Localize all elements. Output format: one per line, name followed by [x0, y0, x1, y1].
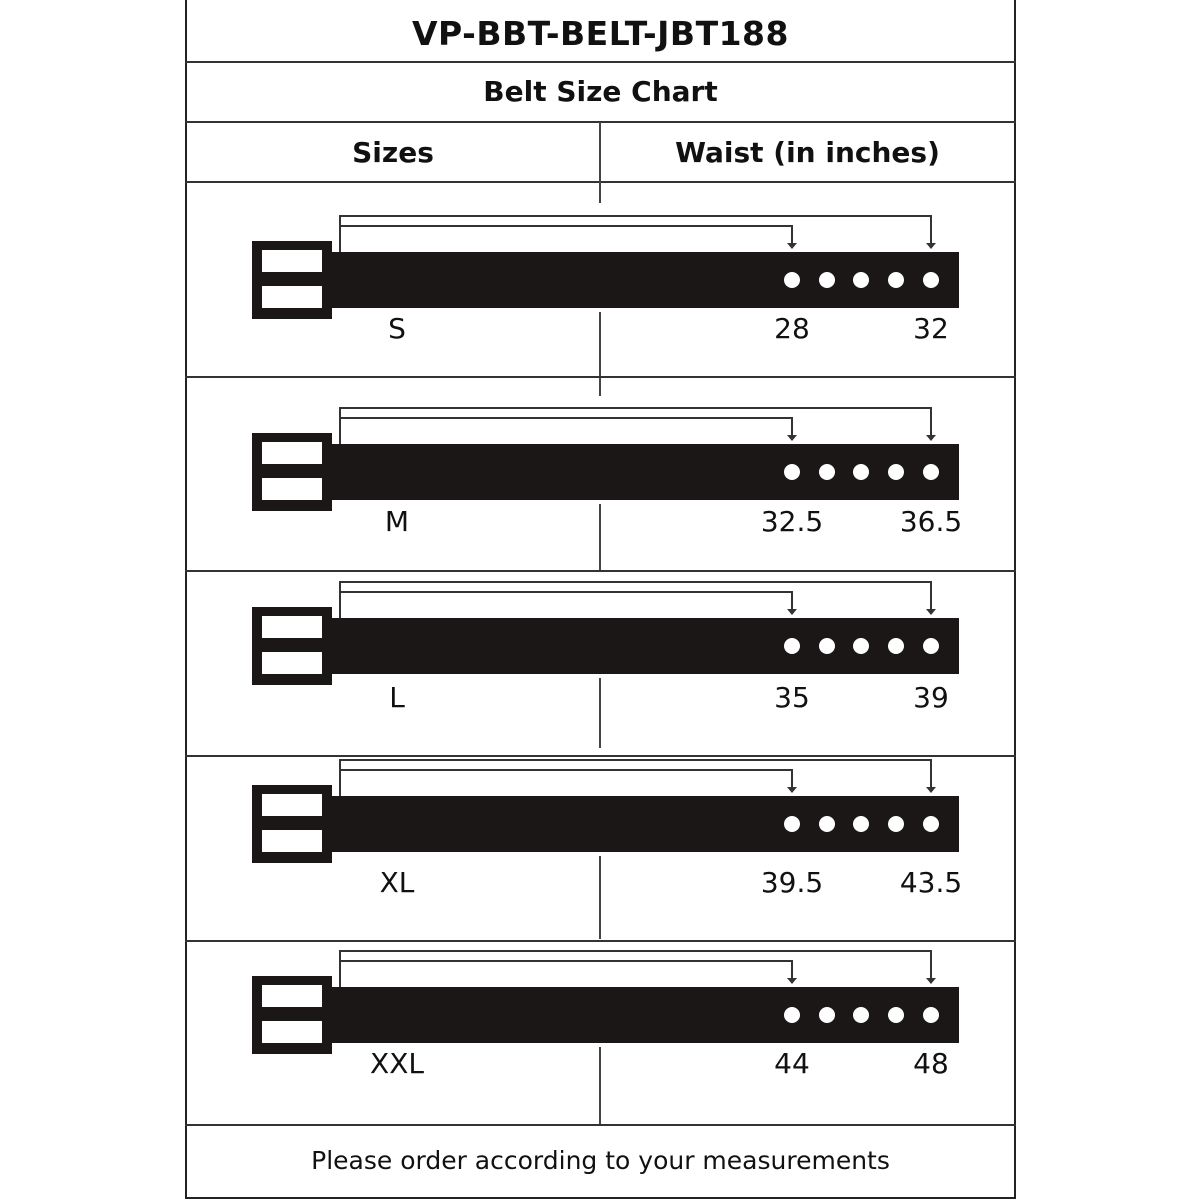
buckle-slot — [262, 616, 322, 638]
belt-with-buckle-icon — [187, 756, 1014, 941]
belt-hole — [923, 1007, 939, 1023]
size-label: S — [388, 312, 406, 345]
belt-hole — [853, 638, 869, 654]
buckle-slot — [262, 250, 322, 272]
arrow-down-icon — [926, 787, 936, 793]
buckle-slot — [262, 1021, 322, 1043]
belt-hole — [784, 638, 800, 654]
arrow-down-icon — [787, 609, 797, 615]
waist-min-value: 35 — [774, 681, 810, 714]
belt-with-buckle-icon — [187, 941, 1014, 1124]
belt-hole — [819, 1007, 835, 1023]
belt-hole — [784, 816, 800, 832]
belt-hole — [819, 638, 835, 654]
buckle-slot — [262, 652, 322, 674]
belt-with-buckle-icon — [187, 377, 1014, 571]
arrow-down-icon — [926, 978, 936, 984]
measurement-bracket — [340, 408, 931, 444]
buckle-slot — [262, 985, 322, 1007]
size-label: M — [384, 505, 410, 538]
size-row-xxl — [187, 941, 1014, 1124]
belt-hole — [923, 272, 939, 288]
belt-hole — [819, 464, 835, 480]
arrow-down-icon — [787, 978, 797, 984]
product-code-title: VP-BBT-BELT-JBT188 — [412, 14, 789, 53]
measurement-bracket — [340, 582, 931, 618]
measurement-bracket — [340, 951, 931, 987]
buckle-slot — [262, 478, 322, 500]
belt-hole — [853, 1007, 869, 1023]
arrow-down-icon — [926, 609, 936, 615]
arrow-down-icon — [926, 435, 936, 441]
waist-min-value: 32.5 — [760, 505, 824, 538]
belt-hole — [819, 816, 835, 832]
belt-hole — [923, 816, 939, 832]
belt-hole — [888, 464, 904, 480]
belt-hole — [784, 272, 800, 288]
belt-hole — [888, 272, 904, 288]
measurement-bracket — [340, 216, 931, 252]
size-label: L — [389, 681, 405, 714]
buckle-slot — [262, 794, 322, 816]
chart-subtitle: Belt Size Chart — [483, 75, 718, 108]
waist-min-value: 44 — [774, 1047, 810, 1080]
waist-min-value: 39.5 — [760, 866, 824, 899]
size-label: XXL — [370, 1047, 424, 1080]
belt-hole — [853, 816, 869, 832]
belt-hole — [923, 638, 939, 654]
arrow-down-icon — [787, 435, 797, 441]
arrow-down-icon — [787, 787, 797, 793]
buckle-slot — [262, 442, 322, 464]
belt-hole — [784, 1007, 800, 1023]
waist-min-value: 28 — [774, 312, 810, 345]
waist-max-value: 39 — [913, 681, 949, 714]
belt-hole — [923, 464, 939, 480]
belt-with-buckle-icon — [187, 182, 1014, 377]
size-label: XL — [379, 866, 415, 899]
belt-hole — [888, 638, 904, 654]
size-row-xl — [187, 756, 1014, 941]
buckle-slot — [262, 830, 322, 852]
belt-hole — [853, 272, 869, 288]
sizes-column-header: Sizes — [352, 136, 434, 169]
size-row-m — [187, 377, 1014, 571]
measurement-bracket — [340, 760, 931, 796]
arrow-down-icon — [787, 243, 797, 249]
waist-max-value: 32 — [913, 312, 949, 345]
divider — [185, 61, 1016, 63]
belt-with-buckle-icon — [187, 571, 1014, 756]
belt-hole — [784, 464, 800, 480]
waist-column-header: Waist (in inches) — [675, 136, 940, 169]
footer-note: Please order according to your measurements — [311, 1146, 890, 1175]
belt-hole — [853, 464, 869, 480]
waist-max-value: 43.5 — [899, 866, 963, 899]
belt-hole — [888, 1007, 904, 1023]
belt-hole — [819, 272, 835, 288]
belt-hole — [888, 816, 904, 832]
size-row-s — [187, 182, 1014, 377]
arrow-down-icon — [926, 243, 936, 249]
waist-max-value: 48 — [913, 1047, 949, 1080]
buckle-slot — [262, 286, 322, 308]
waist-max-value: 36.5 — [899, 505, 963, 538]
size-row-l — [187, 571, 1014, 756]
